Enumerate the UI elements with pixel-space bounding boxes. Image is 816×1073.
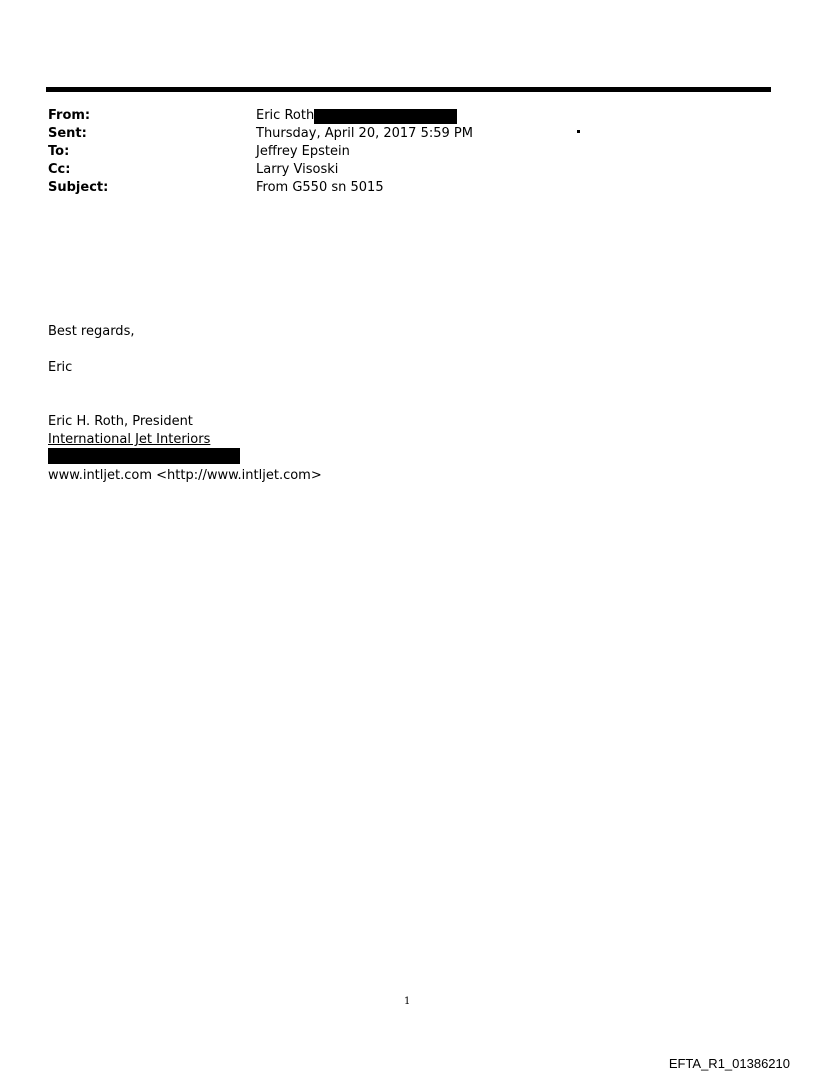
to-value: Jeffrey Epstein <box>256 144 350 159</box>
from-email-redaction <box>314 109 457 124</box>
to-label: To: <box>48 144 70 159</box>
subject-value: From G550 sn 5015 <box>256 180 384 195</box>
sent-label: Sent: <box>48 126 87 141</box>
signature-name: Eric H. Roth, President <box>48 414 193 429</box>
stray-mark <box>577 130 580 133</box>
sent-value: Thursday, April 20, 2017 5:59 PM <box>256 126 473 141</box>
page-number: 1 <box>404 996 411 1007</box>
document-id: EFTA_R1_01386210 <box>668 1056 790 1071</box>
header-divider-rule <box>46 87 771 92</box>
cc-value: Larry Visoski <box>256 162 339 177</box>
signature-company: International Jet Interiors <box>48 432 211 447</box>
cc-label: Cc: <box>48 162 71 177</box>
sender-first-name: Eric <box>48 360 73 375</box>
signature-website: www.intljet.com <http://www.intljet.com> <box>48 468 322 483</box>
signature-contact-redaction <box>48 448 240 464</box>
from-label: From: <box>48 108 91 123</box>
subject-label: Subject: <box>48 180 109 195</box>
from-value: Eric Roth <box>256 108 315 123</box>
closing-line: Best regards, <box>48 324 135 339</box>
